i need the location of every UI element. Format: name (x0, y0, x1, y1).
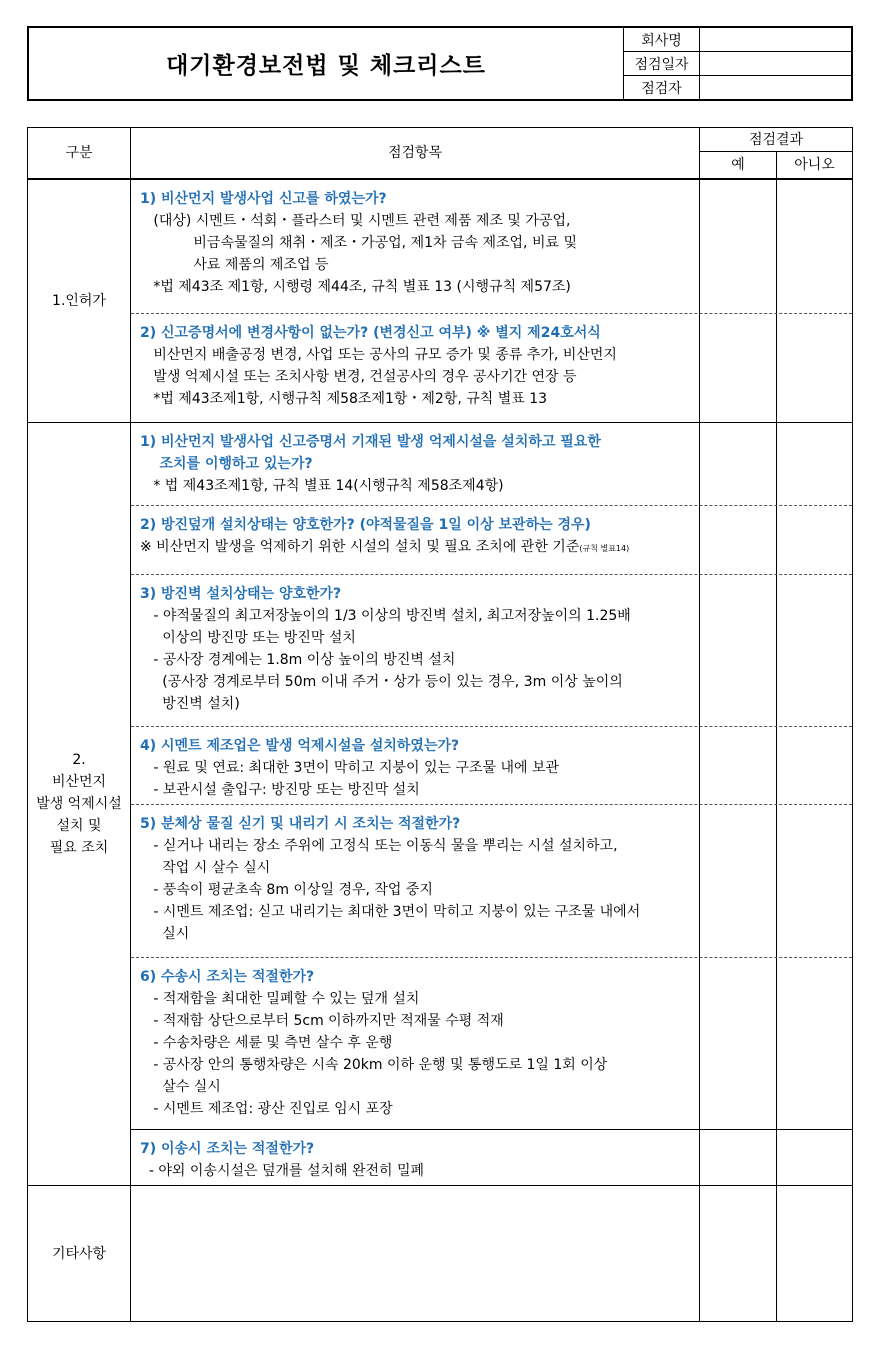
divider (699, 128, 700, 1321)
item-detail-line: - 적재함 상단으로부터 5cm 이하까지만 적재물 수평 적재 (140, 1013, 504, 1029)
item-question: 2) 신고증명서에 변경사항이 없는가? (변경신고 여부) ※ 별지 제24호서식 (140, 325, 601, 341)
column-header-result: 점검결과 (748, 131, 804, 148)
item-detail-line: 살수 실시 (140, 1079, 221, 1095)
item-question: 1) 비산먼지 발생사업 신고를 하였는가? (140, 191, 387, 207)
item-question: 6) 수송시 조치는 적절한가? (140, 969, 315, 985)
inspector-field[interactable] (700, 76, 851, 99)
item-detail-line: - 보관시설 출입구: 방진망 또는 방진막 설치 (140, 782, 420, 798)
section-label-line: 설치 및 (56, 818, 102, 834)
section-label-dust-control (28, 423, 130, 1185)
item-detail-line: *법 제43조제1항, 시행규칙 제58조제1항・제2항, 규칙 별표 13 (140, 391, 548, 407)
remarks-field[interactable] (131, 1186, 699, 1321)
inspection-date-label: 점검일자 (624, 52, 700, 75)
item-detail-line: 비금속물질의 채취・제조・가공업, 제1차 금속 제조업, 비료 및 (140, 235, 577, 251)
item-detail-line: - 야외 이송시설은 덮개를 설치해 완전히 밀폐 (140, 1163, 425, 1179)
section-label-permit: 1.인허가 (52, 293, 106, 309)
item-detail-small: (규칙 별표14) (579, 544, 630, 553)
checklist-item (131, 1130, 699, 1182)
column-header-yes: 예 (731, 157, 745, 173)
item-detail-line: 발생 억제시설 또는 조치사항 변경, 건설공사의 경우 공사기간 연장 등 (140, 369, 577, 385)
item-detail-line: - 적재함을 최대한 밀폐할 수 있는 덮개 설치 (140, 991, 420, 1007)
item-detail-line: 작업 시 살수 실시 (140, 860, 271, 876)
item-question: 2) 방진덮개 설치상태는 양호한가? (야적물질을 1일 이상 보관하는 경우) (140, 517, 591, 533)
item-detail-line: 실시 (140, 926, 190, 942)
document-header (27, 26, 853, 101)
item-detail-line: - 시멘트 제조업: 광산 진입로 임시 포장 (140, 1101, 393, 1117)
checklist-item (131, 180, 699, 298)
checklist-item (131, 506, 699, 560)
item-question: 4) 시멘트 제조업은 발생 억제시설을 설치하였는가? (140, 738, 460, 754)
checklist-table (27, 127, 853, 1322)
item-detail-line: - 공사장 경계에는 1.8m 이상 높이의 방진벽 설치 (140, 652, 456, 668)
section-label-line: 발생 억제시설 (36, 796, 122, 812)
checklist-item (131, 727, 699, 801)
divider (776, 151, 777, 1321)
item-detail-line: - 시멘트 제조업: 싣고 내리기는 최대한 3면이 막히고 지붕이 있는 구조물 내에서 (140, 904, 641, 920)
company-name-field[interactable] (700, 28, 851, 51)
checklist-item (131, 958, 699, 1120)
inspection-date-row (624, 52, 851, 76)
column-header-items: 점검항목 (387, 145, 443, 161)
column-header-no: 아니오 (794, 157, 835, 173)
section-label-other: 기타사항 (51, 1245, 107, 1262)
section-label-line: 비산먼지 (51, 774, 107, 790)
item-question: 3) 방진벽 설치상태는 양호한가? (140, 586, 342, 602)
item-detail-line: 방진벽 설치) (140, 696, 240, 712)
item-detail-line: - 싣거나 내리는 장소 주위에 고정식 또는 이동식 물을 뿌리는 시설 설치하고, (140, 838, 618, 854)
checklist-item (131, 805, 699, 945)
inspector-label: 점검자 (624, 76, 700, 99)
item-detail-line: - 풍속이 평균초속 8m 이상일 경우, 작업 중지 (140, 882, 433, 898)
company-name-label: 회사명 (624, 28, 700, 51)
checklist-item (131, 314, 699, 410)
item-detail-line: * 법 제43조제1항, 규칙 별표 14(시행규칙 제58조제4항) (140, 478, 504, 494)
item-detail-text: ※ 비산먼지 발생을 억제하기 위한 시설의 설치 및 필요 조치에 관한 기준 (140, 539, 580, 555)
item-question-cont: 조치를 이행하고 있는가? (140, 456, 313, 472)
item-detail-line: 비산먼지 배출공정 변경, 사업 또는 공사의 규모 증가 및 종류 추가, 비산먼지 (140, 347, 617, 363)
item-detail-line: (대상) 시멘트・석회・플라스터 및 시멘트 관련 제품 제조 및 가공업, (140, 213, 571, 229)
inspector-row (624, 76, 851, 99)
header-info-grid (623, 28, 851, 99)
page-title: 대기환경보전법 및 체크리스트 (166, 53, 486, 79)
item-detail-line: - 원료 및 연료: 최대한 3면이 막히고 지붕이 있는 구조물 내에 보관 (140, 760, 560, 776)
item-question: 5) 분체상 물질 싣기 및 내리기 시 조치는 적절한가? (140, 816, 461, 832)
item-question: 7) 이송시 조치는 적절한가? (140, 1141, 315, 1157)
item-detail-line: - 야적물질의 최고저장높이의 1/3 이상의 방진벽 설치, 최고저장높이의 1.25배 (140, 608, 631, 624)
inspection-date-field[interactable] (700, 52, 851, 75)
item-detail-line: 사료 제품의 제조업 등 (140, 257, 329, 273)
checklist-item (131, 423, 699, 497)
section-label-line: 2. (72, 752, 86, 768)
item-question: 1) 비산먼지 발생사업 신고증명서 기재된 발생 억제시설을 설치하고 필요한 (140, 434, 601, 450)
item-detail-line: 이상의 방진망 또는 방진막 설치 (140, 630, 356, 646)
item-detail-line: - 공사장 안의 통행차량은 시속 20km 이하 운행 및 통행도로 1일 1회 이상 (140, 1057, 608, 1073)
company-name-row (624, 28, 851, 52)
item-detail-line: (공사장 경계로부터 50m 이내 주거・상가 등이 있는 경우, 3m 이상 높이의 (140, 674, 623, 690)
item-detail-line: *법 제43조 제1항, 시행령 제44조, 규칙 별표 13 (시행규칙 제57조) (140, 279, 571, 295)
column-header-category: 구분 (65, 145, 93, 161)
section-label-line: 필요 조치 (49, 840, 109, 856)
checklist-item (131, 575, 699, 715)
item-detail-line (140, 536, 699, 560)
item-detail-line: - 수송차량은 세륜 및 측면 살수 후 운행 (140, 1035, 393, 1051)
